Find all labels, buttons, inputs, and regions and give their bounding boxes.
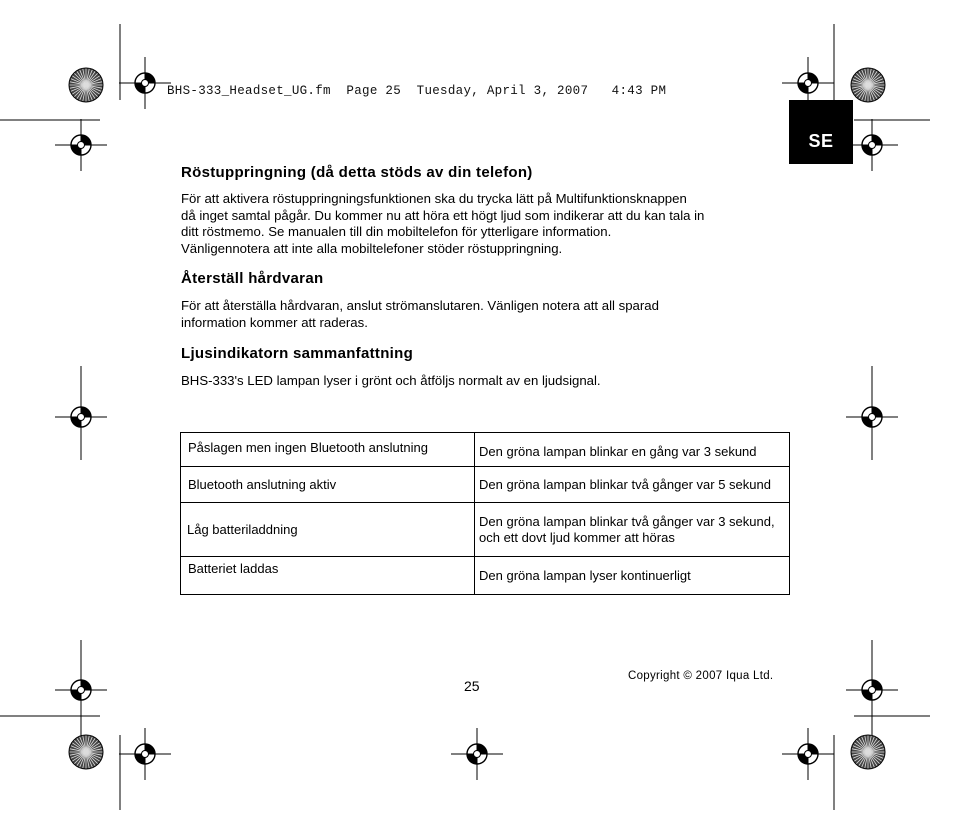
- table-cell-state: Låg batteriladdning: [181, 503, 475, 557]
- body-line: då inget samtal pågår. Du kommer nu att höra ett högt ljud som indikerar att du kan tala in: [181, 207, 705, 223]
- section-heading-voice-dial: Röstuppringning (då detta stöds av din telefon): [181, 164, 533, 181]
- table-cell-indication: Den gröna lampan blinkar en gång var 3 sekund: [475, 433, 790, 467]
- table-cell-state: Påslagen men ingen Bluetooth anslutning: [181, 433, 475, 467]
- frame-header: BHS-333_Headset_UG.fm Page 25 Tuesday, April 3, 2007 4:43 PM: [167, 84, 667, 98]
- section-body-led-summary: [181, 373, 796, 390]
- body-line: information kommer att raderas.: [181, 314, 368, 330]
- section-body-voice-dial: [181, 191, 796, 257]
- table-row: [181, 467, 790, 503]
- language-tab-label: SE: [808, 131, 834, 151]
- section-body-reset: [181, 298, 796, 331]
- table-cell-state: Batteriet laddas: [181, 557, 475, 595]
- table-row: [181, 433, 790, 467]
- led-indicator-table: [180, 432, 790, 595]
- language-tab: [789, 100, 853, 164]
- body-line: För att aktivera röstuppringningsfunktionen ska du trycka lätt på Multifunktionsknappen: [181, 191, 687, 206]
- body-line: För att återställa hårdvaran, anslut strömanslutaren. Vänligen notera att all sparad: [181, 298, 659, 313]
- table-cell-state: Bluetooth anslutning aktiv: [181, 467, 475, 503]
- table-cell-indication: Den gröna lampan lyser kontinuerligt: [475, 557, 790, 595]
- section-heading-reset: Återställ hårdvaran: [181, 270, 324, 287]
- body-line: BHS-333's LED lampan lyser i grönt och åtföljs normalt av en ljudsignal.: [181, 373, 601, 388]
- table-row: [181, 503, 790, 557]
- section-heading-led-summary: Ljusindikatorn sammanfattning: [181, 345, 414, 362]
- table-row: [181, 557, 790, 595]
- page-number: 25: [464, 678, 480, 694]
- copyright-notice: Copyright © 2007 Iqua Ltd.: [628, 670, 774, 682]
- table-cell-indication: Den gröna lampan blinkar två gånger var 5 sekund: [475, 467, 790, 503]
- table-cell-indication: Den gröna lampan blinkar två gånger var 3 sekund, och ett dovt ljud kommer att höras: [475, 503, 790, 557]
- body-line: ditt röstmemo. Se manualen till din mobiltelefon för ytterligare information.: [181, 224, 612, 239]
- body-line: Vänligennotera att inte alla mobiltelefoner stöder röstuppringning.: [181, 240, 563, 256]
